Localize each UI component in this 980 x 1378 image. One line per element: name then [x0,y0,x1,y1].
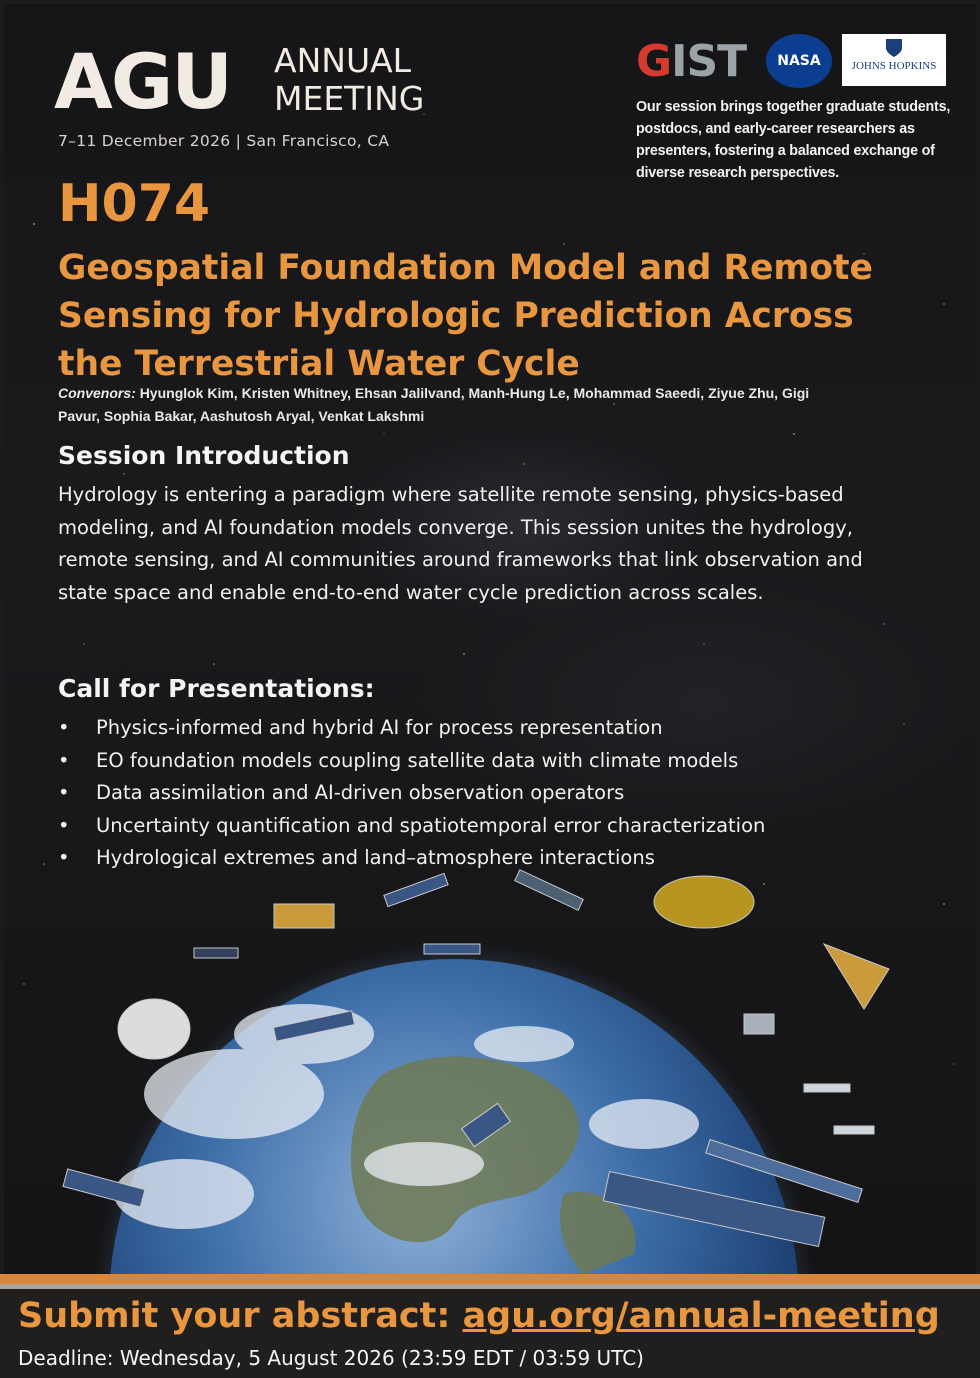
convenors-names: Hyunglok Kim, Kristen Whitney, Ehsan Jalilvand, Manh-Hung Le, Mohammad Saeedi, Ziyue Zhu, Gigi Pavur, Sophia Bakar, Aashutosh Aryal, Venkat Lakshmi [58,385,810,424]
intro-body: Hydrology is entering a paradigm where satellite remote sensing, physics-based modeling, and AI foundation models converge. This session unites the hydrology, remote sensing, and AI communities around frameworks that link observation and state space and enable end-to-end water cycle prediction across scales. [58,483,863,604]
earth-satellites-illustration [4,864,976,1274]
agu-logo: AGU [54,37,231,126]
session-blurb: Our session brings together graduate students, postdocs, and early-career researchers as presenters, fostering a balanced exchange of diverse research perspectives. [636,99,951,181]
session-title: Geospatial Foundation Model and Remote Sensing for Hydrologic Prediction Across the Terrestrial Water Cycle [58,248,873,384]
call-list [58,712,938,875]
list-item-text: Data assimilation and AI-driven observation operators [96,781,625,804]
session-code: H074 [58,174,211,234]
submit-link[interactable]: agu.org/annual-meeting [462,1296,940,1336]
list-item-text: Uncertainty quantification and spatiotemporal error characterization [96,813,766,837]
jhu-shield-icon [885,38,903,58]
bullet-icon: • [58,813,70,837]
list-item [58,745,938,778]
meeting-line-1: ANNUAL [274,41,412,80]
list-item-text: Physics-informed and hybrid AI for process representation [96,716,663,739]
gist-logo-rest: IST [671,36,747,87]
footer-stripe-secondary [0,1284,980,1289]
jhu-logo-text: JOHNS HOPKINS [851,60,937,72]
list-item-text: Hydrological extremes and land–atmosphere interactions [96,846,655,869]
intro-heading: Session Introduction [58,441,350,470]
submit-line [18,1296,940,1336]
meeting-wordmark [274,42,424,118]
footer-stripe [0,1274,980,1284]
list-item [58,712,938,745]
bullet-icon: • [58,716,70,739]
list-item-text: EO foundation models coupling satellite data with climate models [96,748,739,772]
list-item [58,777,938,810]
submit-label: Submit your abstract: [18,1296,451,1336]
bullet-icon: • [58,748,70,772]
bullet-icon: • [58,846,70,869]
meeting-line-2: MEETING [274,79,425,118]
deadline: Deadline: Wednesday, 5 August 2026 (23:59 EDT / 03:59 UTC) [18,1346,644,1370]
call-heading: Call for Presentations: [58,674,375,703]
nasa-logo: NASA [766,34,832,88]
list-item [58,810,938,843]
dates-location: 7–11 December 2026 | San Francisco, CA [58,132,390,150]
convenors-label: Convenors: [58,385,136,401]
poster [4,4,976,1274]
bullet-icon: • [58,781,70,804]
partner-logos [636,34,956,90]
gist-logo [636,38,746,86]
convenors [58,382,818,428]
gist-logo-g: G [636,36,672,87]
jhu-logo [842,34,946,86]
